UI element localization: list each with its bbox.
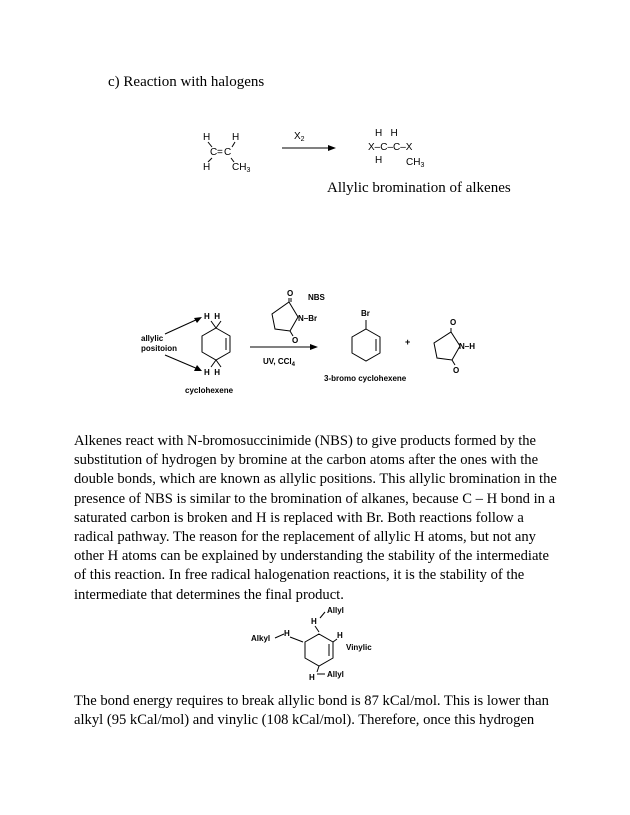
reactant-c2: C [224,147,232,158]
label-allyl-bottom: Allyl [327,670,344,679]
svg-text:CH3 [232,162,250,174]
conditions-sub: 4 [291,362,295,368]
reactant-name: cyclohexene [185,386,234,395]
nbs-oxygen-top: O [287,289,294,298]
section-heading: c) Reaction with halogens [108,74,265,90]
h-allyl-top: H [311,617,317,626]
svg-text:X2 [294,131,305,143]
product-h-bottom: H [375,155,383,166]
reagent-x: X [294,131,301,142]
h-allyl-bottom: H [309,673,315,682]
succinimide-oxygen-bottom: O [453,366,460,375]
product-name: 3-bromo cyclohexene [324,374,407,383]
svg-text:CH3 [406,157,424,169]
figure-caption: Allylic bromination of alkenes [327,180,511,196]
conditions: UV, CCl [263,357,292,366]
label-vinylic: Vinylic [346,643,372,652]
reactant-h1: H [203,132,211,143]
reactant-h2: H [232,132,240,143]
h-alkyl: H [284,629,290,638]
reactant-c1: C [210,147,218,158]
succinimide-nh: N–H [459,342,476,351]
reactant-double-bond: = [217,147,223,158]
succinimide-oxygen-top: O [450,318,457,327]
reagent-x-sub: 2 [300,136,305,143]
label-allyl-top: Allyl [327,606,344,615]
allylic-label-2: positoion [141,344,177,353]
paragraph-nbs: Alkenes react with N-bromosuccinimide (NBS) to give products formed by the substitution of hydrogen by bromine at the carbon atoms after the ones with the double bonds, which are known as allylic positions. This allylic bromination in the presence of NBS is similar to the bromination of alkanes, because C – H bond in a saturated carbon is broken and H is replaced with Br. Both reactions follow a radical pathway. The reason for the replacement of allylic H atoms, but not any other H atoms can be explained by understanding the stability of the intermediate of this reaction. In free radical halogenation reactions, it is the stability of the intermediate that determines the final product. [74,433,557,603]
product-ch3: CH [406,157,421,168]
nbs-nbr: N–Br [298,314,318,323]
svg-text:UV, CCl4 [263,357,296,368]
label-alkyl: Alkyl [251,634,271,643]
nbs-label: NBS [308,293,325,302]
reactant-h3: H [203,162,211,173]
reactant-ch3-sub: 3 [246,167,251,174]
halogen-addition-scheme [190,126,440,174]
reactant-ch3: CH [232,162,247,173]
product-main-chain: X–C–C–X [368,142,413,153]
reactant-bottom-hh: H H [204,368,220,377]
paragraph-bond-energy: The bond energy requires to break allylic bond is 87 kCal/mol. This is lower than alkyl (95 kCal/mol) and vinylic (108 kCal/mol). Therefore, once this hydrogen [74,693,549,729]
product-br: Br [361,309,370,318]
nbs-oxygen-bottom: O [292,336,299,345]
nbs-bromination-scheme [130,285,490,395]
h-vinylic: H [337,631,343,640]
reactant-top-hh: H H [204,312,220,321]
product-ch3-sub: 3 [420,162,425,169]
product-h-row: H H [375,128,398,139]
allylic-hydrogen-diagram [245,604,395,684]
plus-sign: + [405,337,411,347]
allylic-label: allylic [141,334,164,343]
